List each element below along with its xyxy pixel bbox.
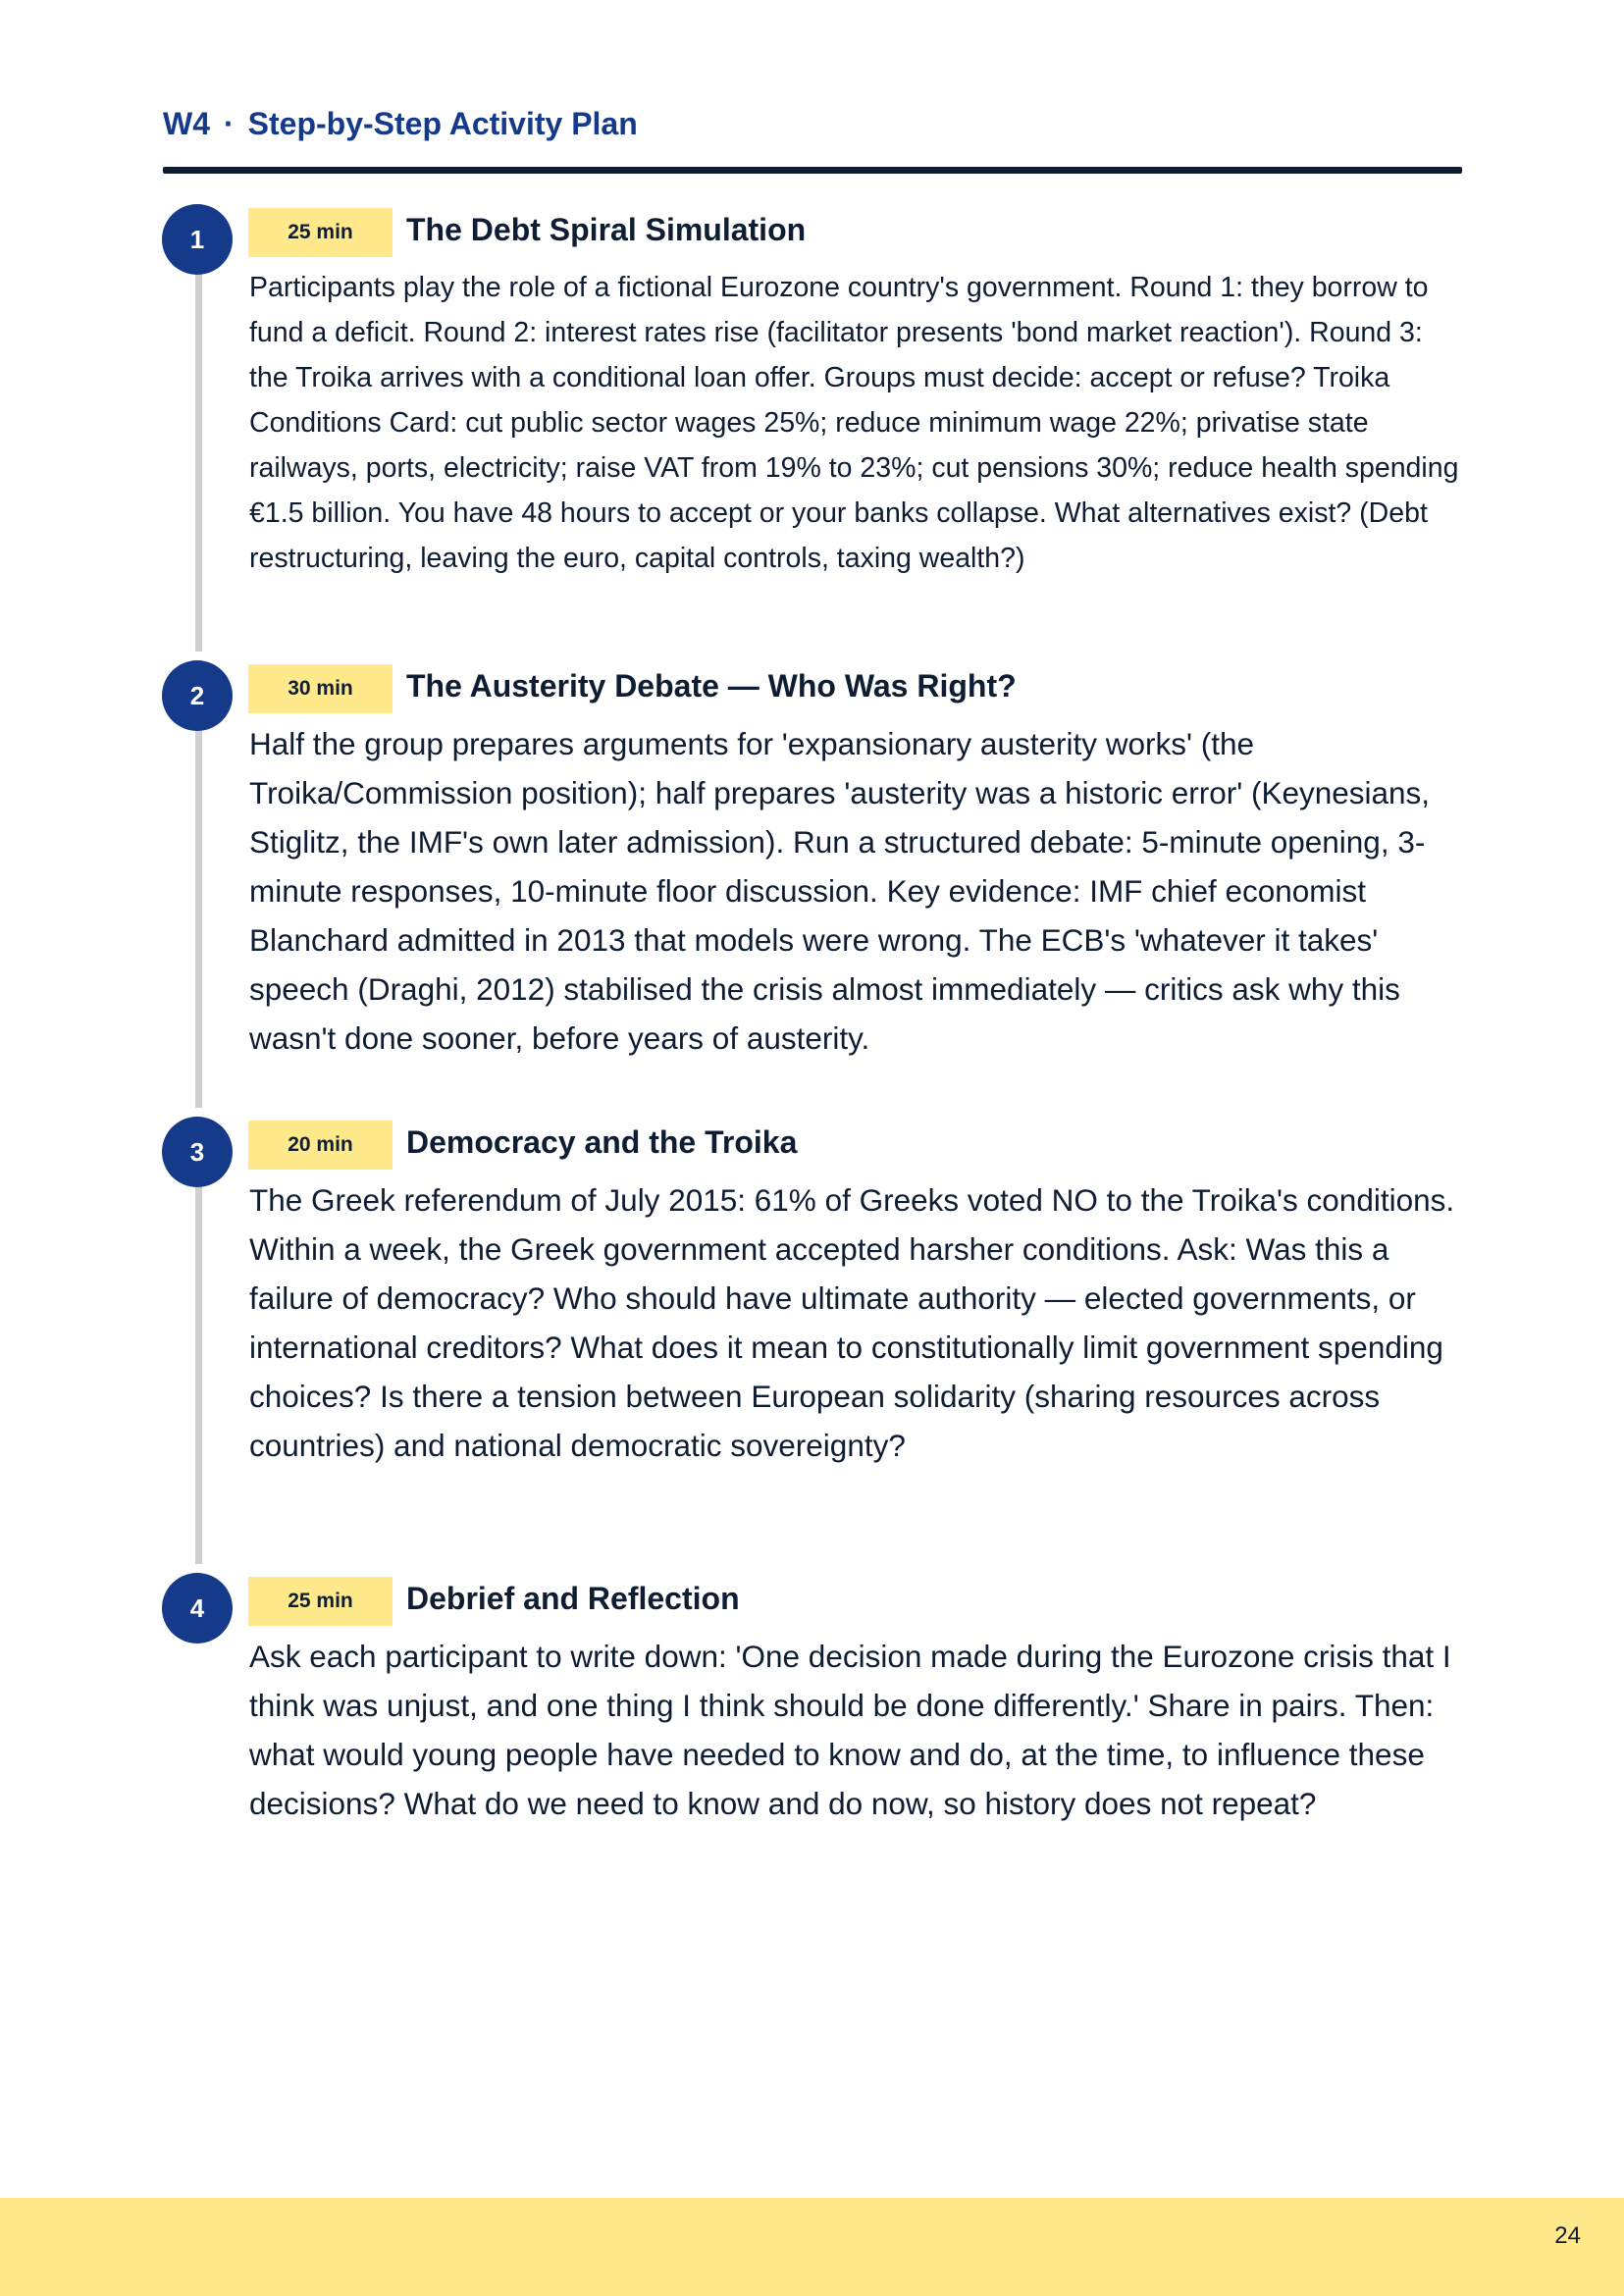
page-number: 24 xyxy=(1554,2222,1581,2249)
duration-badge: 25 min xyxy=(248,1577,393,1626)
step-title: Democracy and the Troika xyxy=(406,1124,798,1160)
header-separator: · xyxy=(224,106,235,141)
step-description: Half the group prepares arguments for 'expansionary austerity works' (the Troika/Commission position); half prepares 'austerity was a historic error' (Keynesians, Stiglitz, the IMF's own later admission). Run a structured debate: 5-minute opening, 3-minute responses, 10-minute floor discussion. Key evidence: IMF chief economist Blanchard admitted in 2013 that models were wrong. The ECB's 'whatever it takes' speech (Draghi, 2012) stabilised the crisis almost immediately — critics ask why this wasn't done sooner, before years of austerity. xyxy=(249,726,1431,1056)
step-description: Participants play the role of a fictional Eurozone country's government. Round 1: they borrow to fund a deficit. Round 2: interest rates rise (facilitator presents 'bond market reaction'). Round 3: the Troika arrives with a conditional loan offer. Groups must decide: accept or refuse? Troika Conditions Card: cut public sector wages 25%; reduce minimum wage 22%; privatise state railways, ports, electricity; raise VAT from 19% to 23%; cut pensions 30%; reduce health spending €1.5 billion. You have 48 hours to accept or your banks collapse. What alternatives exist? (Debt restructuring, leaving the euro, capital controls, taxing wealth?) xyxy=(249,272,1459,574)
step-title: The Debt Spiral Simulation xyxy=(406,212,807,247)
page-header xyxy=(163,106,638,142)
step-number-circle: 2 xyxy=(162,660,233,731)
duration-badge: 25 min xyxy=(248,208,393,257)
duration-badge: 30 min xyxy=(248,664,393,713)
step-title: Debrief and Reflection xyxy=(406,1581,740,1616)
header-rule xyxy=(163,167,1462,174)
timeline-connector xyxy=(195,267,202,652)
section-title: Step-by-Step Activity Plan xyxy=(247,106,638,141)
step-description: Ask each participant to write down: 'One decision made during the Eurozone crisis that I think was unjust, and one thing I think should be done differently.' Share in pairs. Then: what would young people have needed to know and do, at the time, to influence these decisions? What do we need to know and do now, so history does not repeat? xyxy=(249,1639,1451,1821)
duration-badge: 20 min xyxy=(248,1121,393,1170)
step-number-circle: 4 xyxy=(162,1573,233,1644)
step-number-circle: 1 xyxy=(162,204,233,275)
timeline-connector xyxy=(195,723,202,1108)
module-code: W4 xyxy=(163,106,210,141)
step-description: The Greek referendum of July 2015: 61% of Greeks voted NO to the Troika's conditions. Within a week, the Greek government accepted harsher conditions. Ask: Was this a failure of democracy? Who should have ultimate authority — elected governments, or international creditors? What does it mean to constitutionally limit government spending choices? Is there a tension between European solidarity (sharing resources across countries) and national democratic sovereignty? xyxy=(249,1182,1455,1463)
timeline-connector xyxy=(195,1179,202,1564)
step-number-circle: 3 xyxy=(162,1117,233,1187)
step-title: The Austerity Debate — Who Was Right? xyxy=(406,668,1017,704)
footer-bar xyxy=(0,2198,1624,2296)
